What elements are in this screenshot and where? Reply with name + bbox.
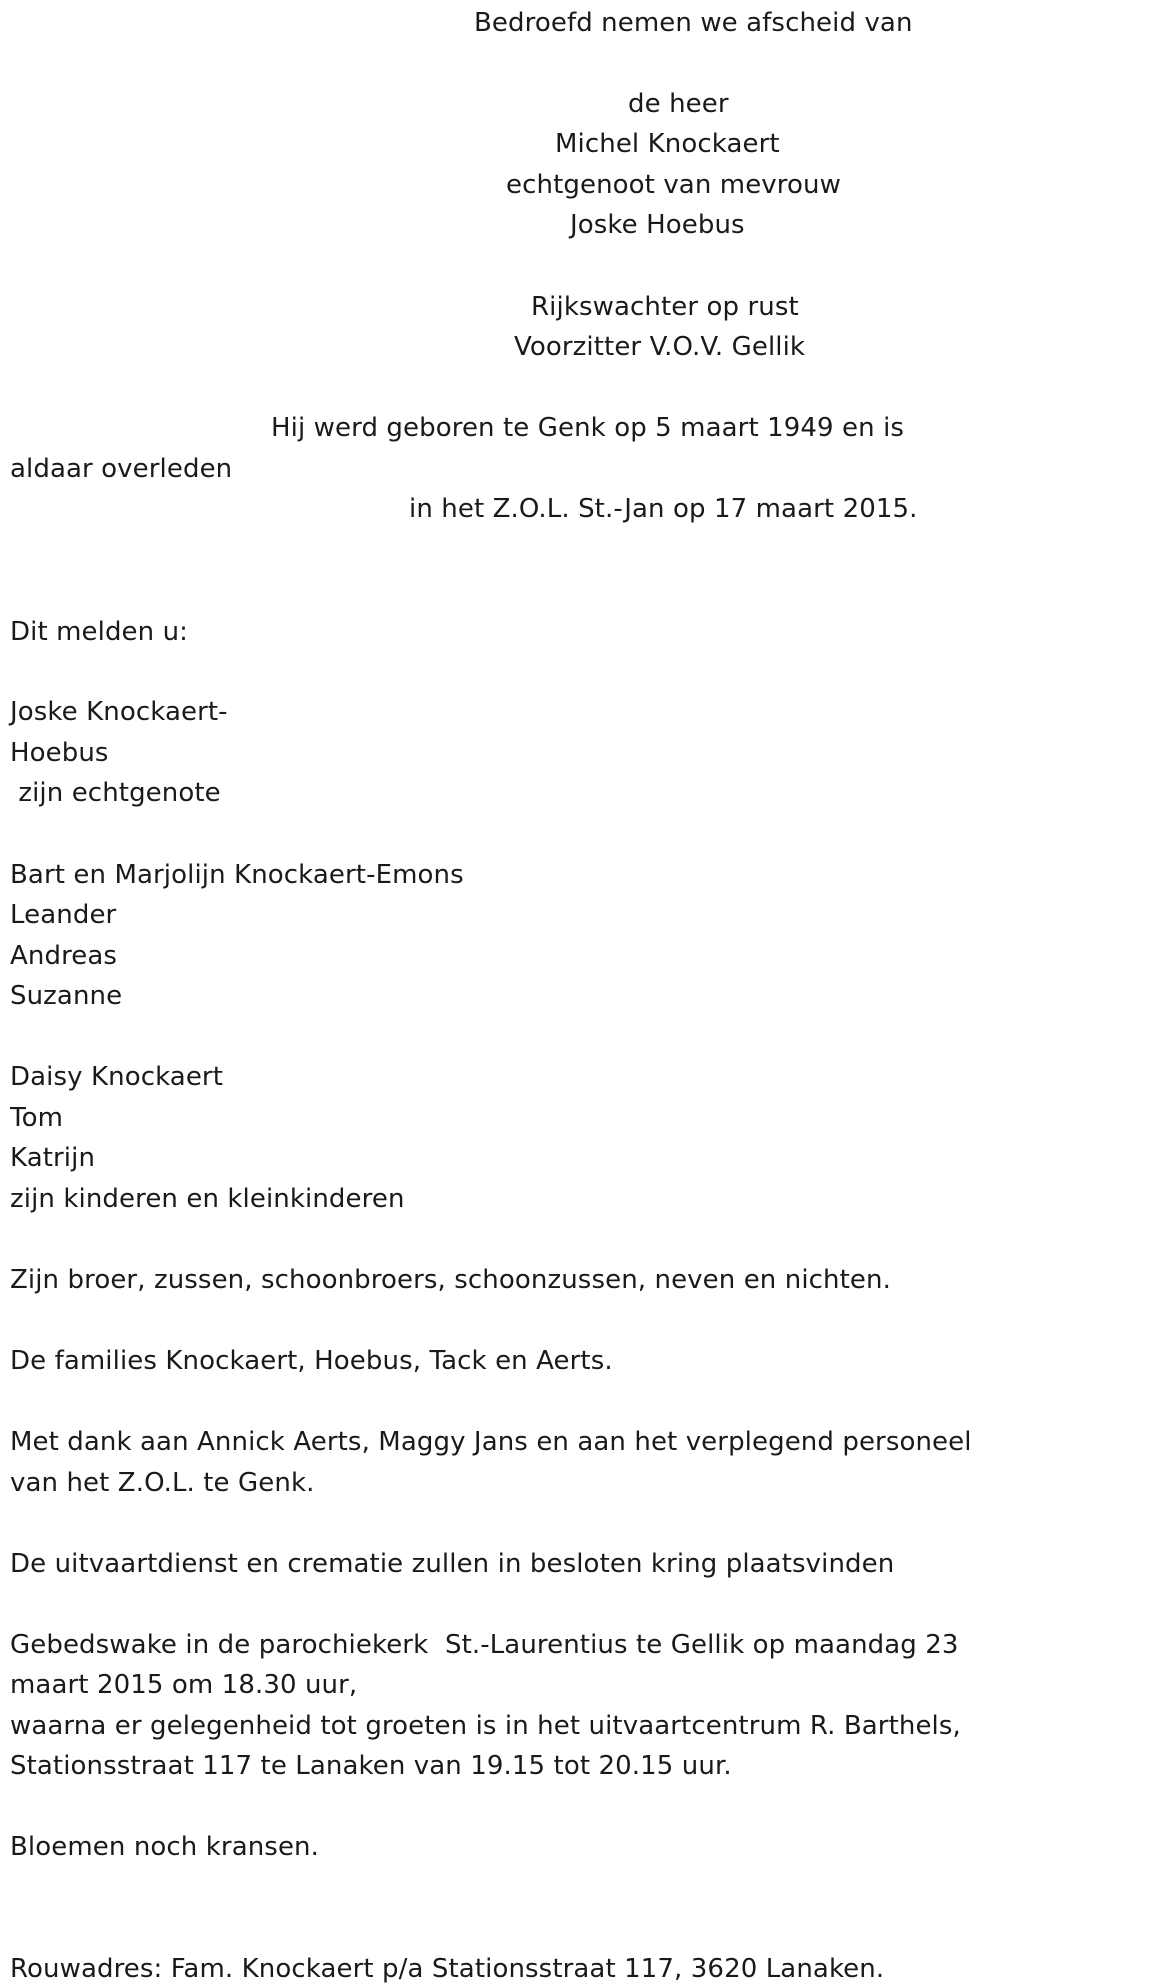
thanks-line-2: van het Z.O.L. te Genk. [10,1468,315,1498]
spouse-name-line: Joske Hoebus [570,210,745,240]
death-line-1: aldaar overleden [10,454,233,484]
wake-line-4: Stationsstraat 117 te Lanaken van 19.15 tot 20.15 uur. [10,1751,732,1781]
children-role: zijn kinderen en kleinkinderen [10,1184,405,1214]
grandchild-line-2: Andreas [10,941,118,971]
grandchild-line-3: Suzanne [10,981,123,1011]
address-line: Rouwadres: Fam. Knockaert p/a Stationsstraat 117, 3620 Lanaken. [10,1954,885,1984]
spouse-role: zijn echtgenote [10,778,221,808]
flowers-line: Bloemen noch kransen. [10,1832,319,1862]
wake-line-3: waarna er gelegenheid tot groeten is in het uitvaartcentrum R. Barthels, [10,1711,961,1741]
spouse-relation-line: echtgenoot van mevrouw [506,170,841,200]
wake-line-1: Gebedswake in de parochiekerk St.-Laurentius te Gellik op maandag 23 [10,1630,959,1660]
honorific-line: de heer [628,89,729,119]
deceased-name: Michel Knockaert [555,129,780,159]
spouse-line-1: Joske Knockaert- [10,697,228,727]
thanks-line-1: Met dank aan Annick Aerts, Maggy Jans en aan het verplegend personeel [10,1427,972,1457]
grandchild-line-1: Leander [10,900,117,930]
wake-line-2: maart 2015 om 18.30 uur, [10,1670,358,1700]
title-line-1: Rijkswachter op rust [531,292,799,322]
grandchild-line-4: Tom [10,1103,63,1133]
title-line-2: Voorzitter V.O.V. Gellik [514,332,806,362]
grandchild-line-5: Katrijn [10,1143,96,1173]
birth-line: Hij werd geboren te Genk op 5 maart 1949 en is [271,413,905,443]
child-line-2: Daisy Knockaert [10,1062,224,1092]
funeral-line: De uitvaartdienst en crematie zullen in besloten kring plaatsvinden [10,1549,895,1579]
notification-heading: Dit melden u: [10,617,189,647]
intro-line: Bedroefd nemen we afscheid van [474,8,913,38]
families-line: De families Knockaert, Hoebus, Tack en Aerts. [10,1346,613,1376]
death-line-2: in het Z.O.L. St.-Jan op 17 maart 2015. [409,494,918,524]
spouse-line-2: Hoebus [10,738,109,768]
relatives-line: Zijn broer, zussen, schoonbroers, schoonzussen, neven en nichten. [10,1265,891,1295]
child-line-1: Bart en Marjolijn Knockaert-Emons [10,860,464,890]
